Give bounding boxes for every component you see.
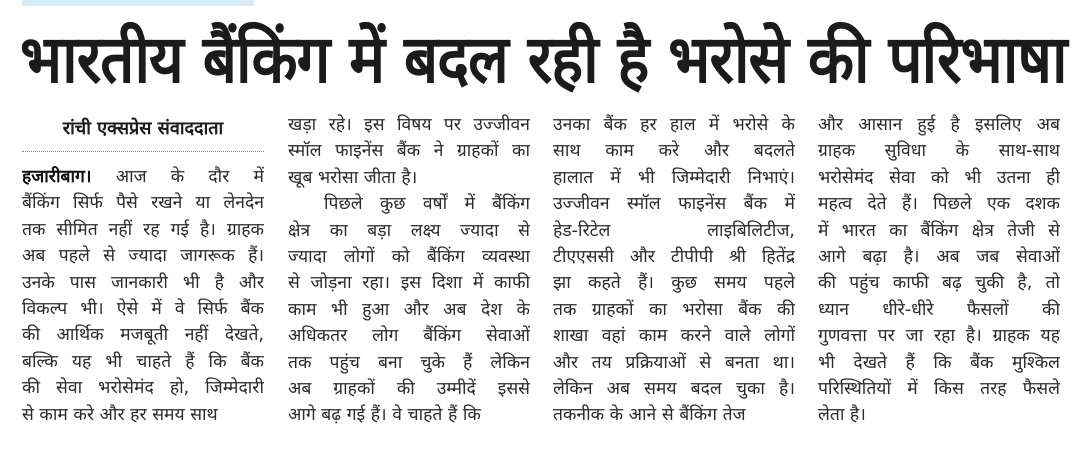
article-text-line: हालात में भी जिम्मेदारी निभाएं। [553,167,795,188]
article-text-line: ज्यादा लोगों को बैंकिंग व्यवस्था [288,246,530,267]
article-text-line: ध्यान धीरे-धीरे फैसलों की [818,299,1060,320]
article-text-line: तक ग्राहकों का भरोसा बैंक की [553,299,795,320]
article-text-line: आगे बढ़ गई हैं। वे चाहते हैं कि [288,405,481,426]
article-text-line: भी देखते हैं कि बैंक मुश्किल [818,352,1060,373]
article-text-line: तकनीक के आने से बैंकिंग तेज [553,405,746,426]
article-text-line: की सेवा भरोसेमंद हो, जिम्मेदारी [22,378,264,399]
article-text-line: में भारत का बैंकिंग क्षेत्र तेजी से [818,220,1060,241]
article-text-line: झा कहते हैं। कुछ समय पहले [553,273,795,294]
article-text-line: की आर्थिक मजबूती नहीं देखते, [22,325,264,346]
article-text-line: बल्कि यह भी चाहते हैं कि बैंक [22,351,264,372]
article-column-4 [818,112,1060,429]
article-text-line: से जोड़ना रहा। इस दिशा में काफी [288,273,530,294]
article-text-line: बैंकिंग सिर्फ पैसे रखने या लेनदेन [22,193,264,214]
article-text-line: क्षेत्र का बड़ा लक्ष्य ज्यादा से [288,220,530,241]
article-text-line: शाखा वहां काम करने वाले लोगों [553,326,795,347]
article-text-line: टीएएससी और टीपीपी श्री हितेंद्र [553,246,795,267]
article-text-line: हजारीबाग। आज के दौर में [22,167,264,187]
article-text-line: खड़ा रहे। इस विषय पर उज्जीवन [288,115,530,135]
article-text-line: से काम करे और हर समय साथ [22,404,218,425]
article-text-line: तक पहुंच बना चुके हैं लेकिन [288,352,530,373]
article-text-line: लेता है। [818,405,866,426]
byline: रांची एक्सप्रेस संवाददाता [62,118,224,139]
article-column-2 [288,112,530,429]
headline: भारतीय बैंकिंग में बदल रही है भरोसे की परिभाषा [20,21,1067,99]
article-text-line: तक सीमित नहीं रह गई है। ग्राहक [22,219,264,240]
article-text-line: भरोसेमंद सेवा को भी उतना ही [818,167,1060,188]
article-text-line: उज्जीवन स्मॉल फाइनेंस बैंक में [553,194,795,215]
article-text-line: साथ काम करे और बदलते [553,141,795,162]
article-text-line: खूब भरोसा जीता है। [288,167,418,188]
dateline: हजारीबाग। [22,167,92,187]
article-text-line: ग्राहक सुविधा के साथ-साथ [818,141,1060,162]
top-color-bar [22,0,254,6]
article-text-line: स्मॉल फाइनेंस बैंक ने ग्राहकों का [288,141,530,162]
article-text-line: काम भी हुआ और अब देश के [288,299,530,320]
article-text-line: परिस्थितियों में किस तरह फैसले [818,378,1060,399]
article-text-line: हेड-रिटेल लाइबिलिटीज, [553,220,795,241]
article-text-line: अब पहले से ज्यादा जागरूक हैं। [22,246,264,267]
article-text-line: विकल्प भी। ऐसे में वे सिर्फ बैंक [22,298,264,319]
article-text-line: आगे बढ़ा है। अब जब सेवाओं [818,246,1060,267]
article-text-line: गुणवत्ता पर जा रहा है। ग्राहक यह [818,326,1060,347]
article-text-line: और तय प्रक्रियाओं से बनता था। [553,352,795,373]
article-text-line: पिछले कुछ वर्षों में बैंकिंग [324,194,530,215]
article-text-line: अब ग्राहकों की उम्मीदें इससे [288,378,530,399]
article-text-line: उनका बैंक हर हाल में भरोसे के [553,115,795,135]
article-text-line: उनके पास जानकारी भी है और [22,272,264,293]
byline-divider [22,151,264,152]
article-text-line: और आसान हुई है इसलिए अब [818,115,1060,135]
article-text-line: महत्व देते हैं। पिछले एक दशक [818,194,1060,215]
article-text-line: अधिकतर लोग बैंकिंग सेवाओं [288,326,530,347]
article-column-3 [553,112,795,429]
article-column-1 [22,112,264,428]
article-text-line: की पहुंच काफी बढ़ चुकी है, तो [818,273,1060,294]
article-text-line: लेकिन अब समय बदल चुका है। [553,378,795,399]
